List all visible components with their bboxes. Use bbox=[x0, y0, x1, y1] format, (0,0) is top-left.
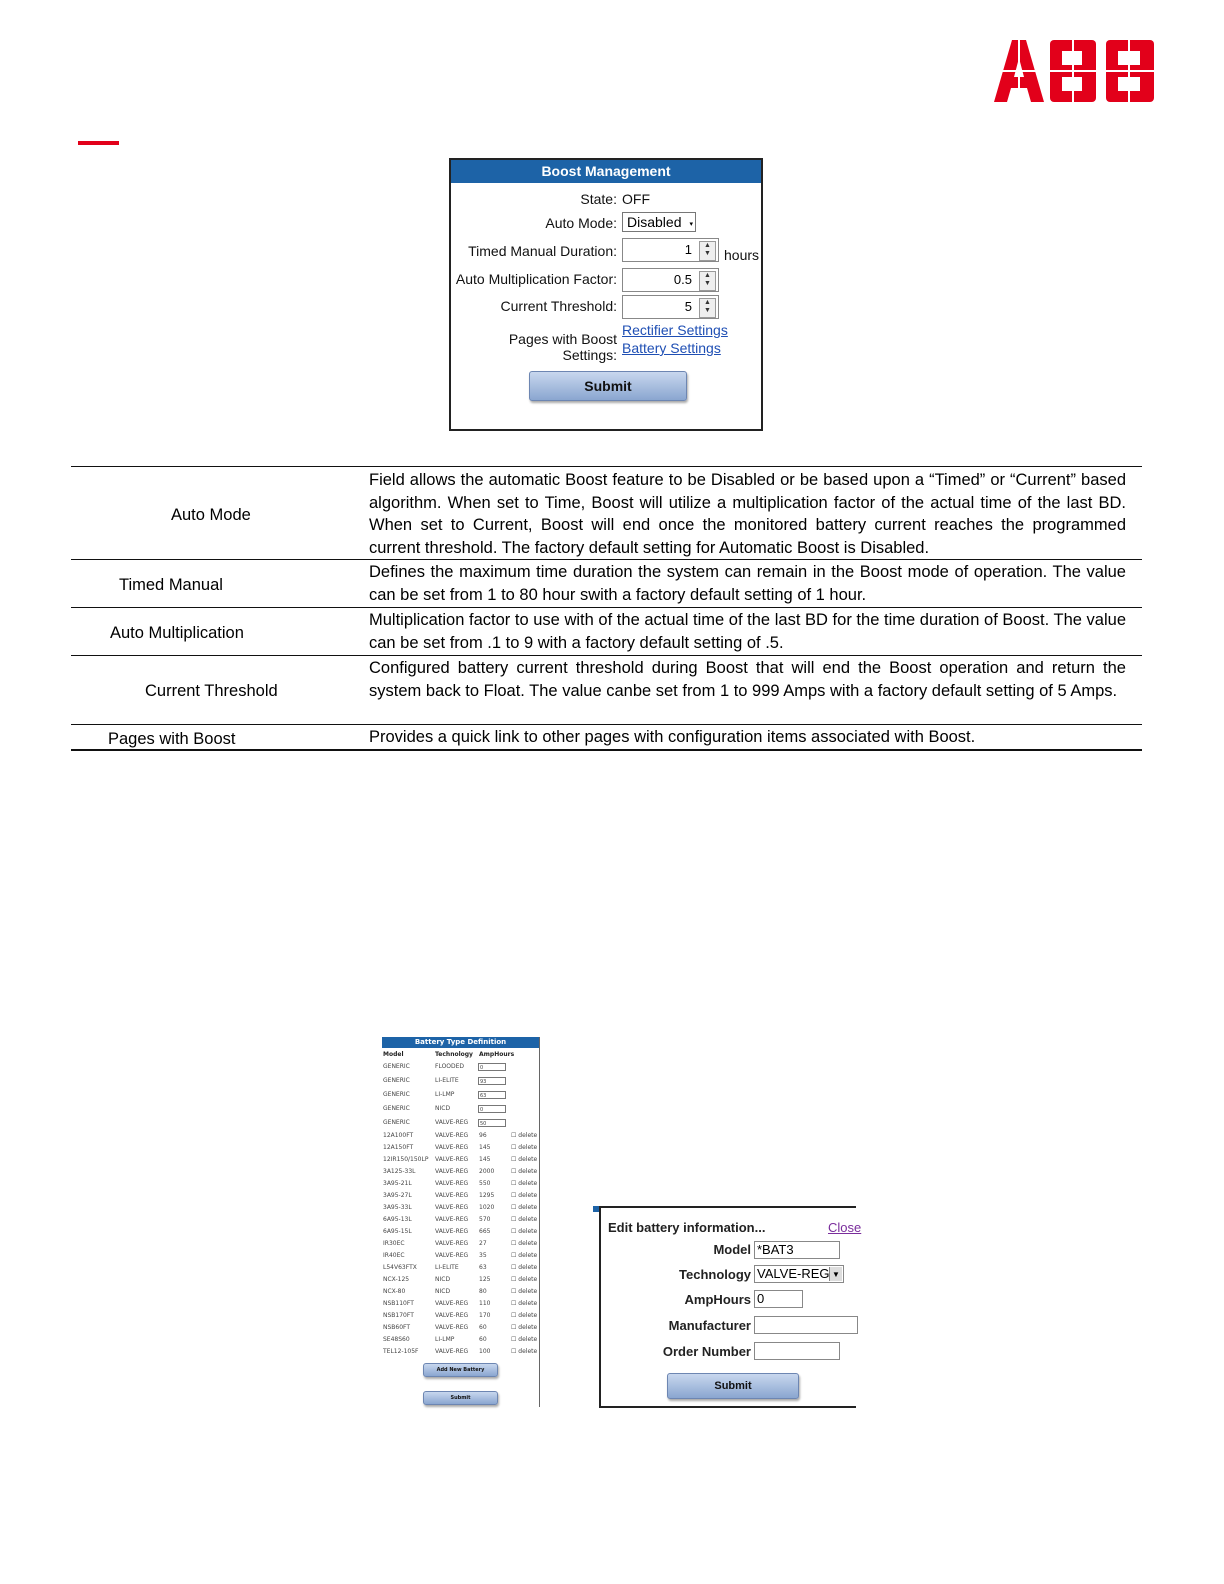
col-amphours: AmpHours bbox=[479, 1051, 515, 1058]
dialog-title: Edit battery information... bbox=[608, 1220, 766, 1235]
battery-amphours: 80 bbox=[479, 1288, 487, 1295]
battery-amphours: 35 bbox=[479, 1252, 487, 1259]
manufacturer-label: Manufacturer bbox=[668, 1318, 751, 1333]
battery-technology: VALVE-REG bbox=[435, 1180, 469, 1187]
rectifier-settings-link[interactable]: Rectifier Settings bbox=[622, 322, 728, 338]
amphours-label: AmpHours bbox=[684, 1292, 751, 1307]
battery-amphours: 145 bbox=[479, 1144, 491, 1151]
auto-mode-label: Auto Mode: bbox=[545, 215, 617, 231]
delete-label: delete bbox=[518, 1216, 538, 1223]
battery-row bbox=[383, 1154, 538, 1166]
battery-submit-button[interactable]: Submit bbox=[423, 1391, 498, 1405]
spinner-icon[interactable]: ▲ ▼ bbox=[699, 241, 716, 261]
battery-amphours: 665 bbox=[479, 1228, 491, 1235]
battery-model: 3A95-27L bbox=[383, 1192, 412, 1199]
description-cell: Multiplication factor to use with of the actual time of the last BD for the time duration of Boost. The value can be set from .1 to 9 with a factory default setting of .5. bbox=[369, 611, 1126, 652]
term-cell: Pages with Boost bbox=[108, 730, 236, 748]
edit-battery-dialog bbox=[593, 1206, 862, 1408]
multiplication-factor-value: 0.5 bbox=[673, 272, 692, 287]
battery-model: GENERIC bbox=[383, 1119, 410, 1126]
battery-technology: LI-ELITE bbox=[435, 1264, 459, 1271]
battery-technology: VALVE-REG bbox=[435, 1228, 469, 1235]
battery-amphours: 1295 bbox=[479, 1192, 495, 1199]
accent-bar bbox=[78, 141, 119, 145]
delete-label: delete bbox=[518, 1264, 538, 1271]
col-model: Model bbox=[383, 1051, 404, 1058]
delete-checkbox[interactable]: ☐ delete bbox=[511, 1204, 538, 1211]
delete-checkbox[interactable]: ☐ delete bbox=[511, 1276, 538, 1283]
battery-amphours: 96 bbox=[479, 1132, 487, 1139]
battery-technology: VALVE-REG bbox=[435, 1192, 469, 1199]
battery-header-row bbox=[383, 1049, 538, 1061]
timed-duration-label: Timed Manual Duration: bbox=[468, 243, 617, 259]
auto-mode-select[interactable] bbox=[622, 212, 696, 232]
edit-submit-button[interactable]: Submit bbox=[667, 1373, 799, 1399]
delete-label: delete bbox=[518, 1180, 538, 1187]
panel-title: Boost Management bbox=[451, 160, 761, 184]
battery-technology: VALVE-REG bbox=[435, 1252, 469, 1259]
battery-row bbox=[383, 1214, 538, 1226]
battery-model: L54V63FTX bbox=[383, 1264, 417, 1271]
delete-checkbox[interactable]: ☐ delete bbox=[511, 1192, 538, 1199]
delete-label: delete bbox=[518, 1288, 538, 1295]
amphours-input[interactable]: 0 bbox=[478, 1105, 506, 1113]
model-label: Model bbox=[713, 1242, 751, 1257]
dropdown-arrow-icon: ▾ bbox=[689, 221, 693, 228]
order-number-label: Order Number bbox=[662, 1344, 751, 1359]
battery-amphours: 27 bbox=[479, 1240, 487, 1247]
amphours-input[interactable]: 0 bbox=[478, 1063, 506, 1071]
battery-model: GENERIC bbox=[383, 1091, 410, 1098]
description-cell: Field allows the automatic Boost feature to be Disabled or be based upon a “Timed” or “Current” based algorithm. When set to Time, Boost will utilize a multiplication factor of the actual time of the last BD. When set to Current, Boost will end once the monitored battery current reaches the programmed current threshold. The factory default setting for Automatic Boost is Disabled. bbox=[369, 471, 1126, 558]
battery-row bbox=[383, 1142, 538, 1154]
battery-model: GENERIC bbox=[383, 1077, 410, 1084]
battery-model: GENERIC bbox=[383, 1063, 410, 1070]
delete-label: delete bbox=[518, 1300, 538, 1307]
delete-label: delete bbox=[518, 1348, 538, 1355]
battery-amphours: 110 bbox=[479, 1300, 491, 1307]
delete-label: delete bbox=[518, 1204, 538, 1211]
battery-model: NCX-80 bbox=[383, 1288, 406, 1295]
table-row bbox=[71, 607, 1142, 655]
technology-select[interactable] bbox=[754, 1265, 844, 1283]
battery-technology: LI-ELITE bbox=[435, 1077, 459, 1084]
battery-row bbox=[383, 1346, 538, 1358]
battery-amphours: 100 bbox=[479, 1348, 491, 1355]
term-cell: Auto Mode bbox=[171, 506, 251, 524]
delete-label: delete bbox=[518, 1336, 538, 1343]
battery-technology: NICD bbox=[435, 1105, 451, 1112]
battery-technology: LI-LMP bbox=[435, 1091, 455, 1098]
battery-technology: VALVE-REG bbox=[435, 1300, 469, 1307]
description-cell: Defines the maximum time duration the system can remain in the Boost mode of operation. The value can be set from 1 to 80 hour swith a factory default setting of 1 hour. bbox=[369, 563, 1126, 604]
delete-checkbox[interactable]: ☐ delete bbox=[511, 1312, 538, 1319]
battery-technology: VALVE-REG bbox=[435, 1119, 469, 1126]
spinner-icon[interactable]: ▲ ▼ bbox=[699, 271, 716, 291]
battery-amphours: 60 bbox=[479, 1336, 487, 1343]
delete-checkbox[interactable]: ☐ delete bbox=[511, 1336, 538, 1343]
add-new-battery-button[interactable]: Add New Battery bbox=[423, 1363, 498, 1377]
close-link[interactable]: Close bbox=[828, 1220, 862, 1235]
delete-label: delete bbox=[518, 1144, 538, 1151]
timed-duration-input[interactable] bbox=[622, 238, 719, 262]
delete-checkbox[interactable]: ☐ delete bbox=[511, 1324, 538, 1331]
description-cell: Configured battery current threshold during Boost that will end the Boost operation and return the system back to Float. The value canbe set from 1 to 999 Amps with a factory default setting of 5 Amps. bbox=[369, 659, 1126, 700]
battery-type-definition-panel bbox=[382, 1037, 540, 1407]
battery-model: NSB170FT bbox=[383, 1312, 414, 1319]
delete-checkbox[interactable]: ☐ delete bbox=[511, 1228, 538, 1235]
battery-model: NCX-125 bbox=[383, 1276, 410, 1283]
battery-row bbox=[383, 1202, 538, 1214]
dropdown-arrow-icon: ▼ bbox=[829, 1267, 842, 1281]
battery-technology: VALVE-REG bbox=[435, 1324, 469, 1331]
battery-model: 3A95-33L bbox=[383, 1204, 412, 1211]
amphours-input[interactable]: 50 bbox=[478, 1119, 506, 1127]
battery-model: 6A95-15L bbox=[383, 1228, 412, 1235]
battery-generic-row bbox=[383, 1103, 538, 1115]
technology-value: VALVE-REG bbox=[757, 1266, 830, 1281]
battery-amphours: 145 bbox=[479, 1156, 491, 1163]
battery-amphours: 60 bbox=[479, 1324, 487, 1331]
battery-model: 3A125-33L bbox=[383, 1168, 416, 1175]
current-threshold-label: Current Threshold: bbox=[500, 298, 617, 314]
battery-model: 12A150FT bbox=[383, 1144, 414, 1151]
battery-row bbox=[383, 1334, 538, 1346]
delete-checkbox[interactable]: ☐ delete bbox=[511, 1216, 538, 1223]
delete-checkbox[interactable]: ☐ delete bbox=[511, 1348, 538, 1355]
battery-row bbox=[383, 1262, 538, 1274]
battery-generic-row bbox=[383, 1061, 538, 1073]
battery-row bbox=[383, 1178, 538, 1190]
battery-model: IR40EC bbox=[383, 1252, 405, 1259]
col-technology: Technology bbox=[435, 1051, 473, 1058]
delete-checkbox[interactable]: ☐ delete bbox=[511, 1180, 538, 1187]
battery-amphours: 1020 bbox=[479, 1204, 495, 1211]
delete-label: delete bbox=[518, 1132, 538, 1139]
battery-technology: VALVE-REG bbox=[435, 1132, 469, 1139]
model-input[interactable]: *BAT3 bbox=[754, 1241, 840, 1259]
battery-amphours: 570 bbox=[479, 1216, 491, 1223]
battery-row bbox=[383, 1166, 538, 1178]
abb-logo bbox=[994, 40, 1156, 102]
battery-technology: VALVE-REG bbox=[435, 1168, 469, 1175]
battery-model: TEL12-105F bbox=[383, 1348, 419, 1355]
battery-technology: NICD bbox=[435, 1276, 451, 1283]
amphours-input[interactable]: 63 bbox=[478, 1091, 506, 1099]
delete-label: delete bbox=[518, 1252, 538, 1259]
term-cell: Auto Multiplication bbox=[110, 624, 244, 642]
term-cell: Timed Manual bbox=[119, 576, 223, 594]
battery-technology: VALVE-REG bbox=[435, 1348, 469, 1355]
battery-model: 12A100FT bbox=[383, 1132, 414, 1139]
delete-checkbox[interactable]: ☐ delete bbox=[511, 1252, 538, 1259]
battery-generic-row bbox=[383, 1117, 538, 1129]
battery-model: 6A95-13L bbox=[383, 1216, 412, 1223]
battery-model: NSB60FT bbox=[383, 1324, 411, 1331]
battery-technology: VALVE-REG bbox=[435, 1156, 469, 1163]
technology-label: Technology bbox=[679, 1267, 751, 1282]
submit-button[interactable]: Submit bbox=[529, 371, 687, 401]
dialog-frame bbox=[599, 1206, 862, 1408]
battery-type-title: Battery Type Definition bbox=[382, 1037, 539, 1048]
battery-row bbox=[383, 1310, 538, 1322]
delete-label: delete bbox=[518, 1312, 538, 1319]
battery-technology: VALVE-REG bbox=[435, 1312, 469, 1319]
battery-amphours: 63 bbox=[479, 1264, 487, 1271]
order-number-input[interactable] bbox=[754, 1342, 840, 1360]
hours-unit: hours bbox=[724, 247, 760, 263]
battery-technology: LI-LMP bbox=[435, 1336, 455, 1343]
battery-row bbox=[383, 1274, 538, 1286]
battery-settings-link[interactable]: Battery Settings bbox=[622, 340, 721, 356]
term-cell: Current Threshold bbox=[145, 682, 278, 700]
state-label: State: bbox=[580, 191, 617, 207]
timed-duration-value: 1 bbox=[684, 242, 692, 257]
table-row bbox=[71, 466, 1142, 559]
battery-amphours: 125 bbox=[479, 1276, 491, 1283]
manufacturer-input[interactable] bbox=[754, 1316, 858, 1334]
battery-technology: NICD bbox=[435, 1288, 451, 1295]
multiplication-factor-label: Auto Multiplication Factor: bbox=[455, 271, 617, 287]
battery-generic-row bbox=[383, 1075, 538, 1087]
delete-checkbox[interactable]: ☐ delete bbox=[511, 1264, 538, 1271]
spinner-icon[interactable]: ▲ ▼ bbox=[699, 298, 716, 318]
battery-amphours: 170 bbox=[479, 1312, 491, 1319]
battery-technology: FLOODED bbox=[435, 1063, 465, 1070]
auto-mode-value: Disabled bbox=[627, 214, 682, 230]
pages-label: Pages with Boost Settings: bbox=[508, 331, 617, 363]
battery-row bbox=[383, 1130, 538, 1142]
battery-model: IR30EC bbox=[383, 1240, 405, 1247]
multiplication-factor-input[interactable] bbox=[622, 268, 719, 292]
battery-technology: VALVE-REG bbox=[435, 1204, 469, 1211]
delete-checkbox[interactable]: ☐ delete bbox=[511, 1240, 538, 1247]
battery-generic-row bbox=[383, 1089, 538, 1101]
battery-amphours: 2000 bbox=[479, 1168, 495, 1175]
battery-row bbox=[383, 1250, 538, 1262]
delete-checkbox[interactable]: ☐ delete bbox=[511, 1156, 538, 1163]
delete-label: delete bbox=[518, 1324, 538, 1331]
current-threshold-input[interactable] bbox=[622, 295, 719, 319]
delete-checkbox[interactable]: ☐ delete bbox=[511, 1132, 538, 1139]
delete-label: delete bbox=[518, 1192, 538, 1199]
battery-row bbox=[383, 1286, 538, 1298]
current-threshold-value: 5 bbox=[684, 299, 692, 314]
description-cell: Provides a quick link to other pages with configuration items associated with Boost. bbox=[369, 728, 976, 746]
battery-model: GENERIC bbox=[383, 1105, 410, 1112]
battery-model: SE48S60 bbox=[383, 1336, 410, 1343]
battery-amphours: 550 bbox=[479, 1180, 491, 1187]
table-row bbox=[71, 559, 1142, 607]
battery-model: 12IR150/150LP bbox=[383, 1156, 429, 1163]
battery-row bbox=[383, 1322, 538, 1334]
battery-row bbox=[383, 1298, 538, 1310]
state-value: OFF bbox=[622, 191, 650, 207]
delete-label: delete bbox=[518, 1156, 538, 1163]
delete-label: delete bbox=[518, 1276, 538, 1283]
battery-row bbox=[383, 1190, 538, 1202]
delete-checkbox[interactable]: ☐ delete bbox=[511, 1288, 538, 1295]
boost-management-panel bbox=[449, 158, 763, 431]
battery-model: NSB110FT bbox=[383, 1300, 414, 1307]
amphours-input[interactable]: 0 bbox=[754, 1290, 803, 1308]
amphours-input[interactable]: 93 bbox=[478, 1077, 506, 1085]
delete-checkbox[interactable]: ☐ delete bbox=[511, 1144, 538, 1151]
delete-label: delete bbox=[518, 1168, 538, 1175]
table-row bbox=[71, 655, 1142, 724]
delete-label: delete bbox=[518, 1240, 538, 1247]
table-row bbox=[71, 724, 1142, 751]
delete-checkbox[interactable]: ☐ delete bbox=[511, 1168, 538, 1175]
battery-technology: VALVE-REG bbox=[435, 1144, 469, 1151]
battery-model: 3A95-21L bbox=[383, 1180, 412, 1187]
delete-checkbox[interactable]: ☐ delete bbox=[511, 1300, 538, 1307]
battery-row bbox=[383, 1226, 538, 1238]
battery-row bbox=[383, 1238, 538, 1250]
battery-technology: VALVE-REG bbox=[435, 1216, 469, 1223]
battery-technology: VALVE-REG bbox=[435, 1240, 469, 1247]
delete-label: delete bbox=[518, 1228, 538, 1235]
